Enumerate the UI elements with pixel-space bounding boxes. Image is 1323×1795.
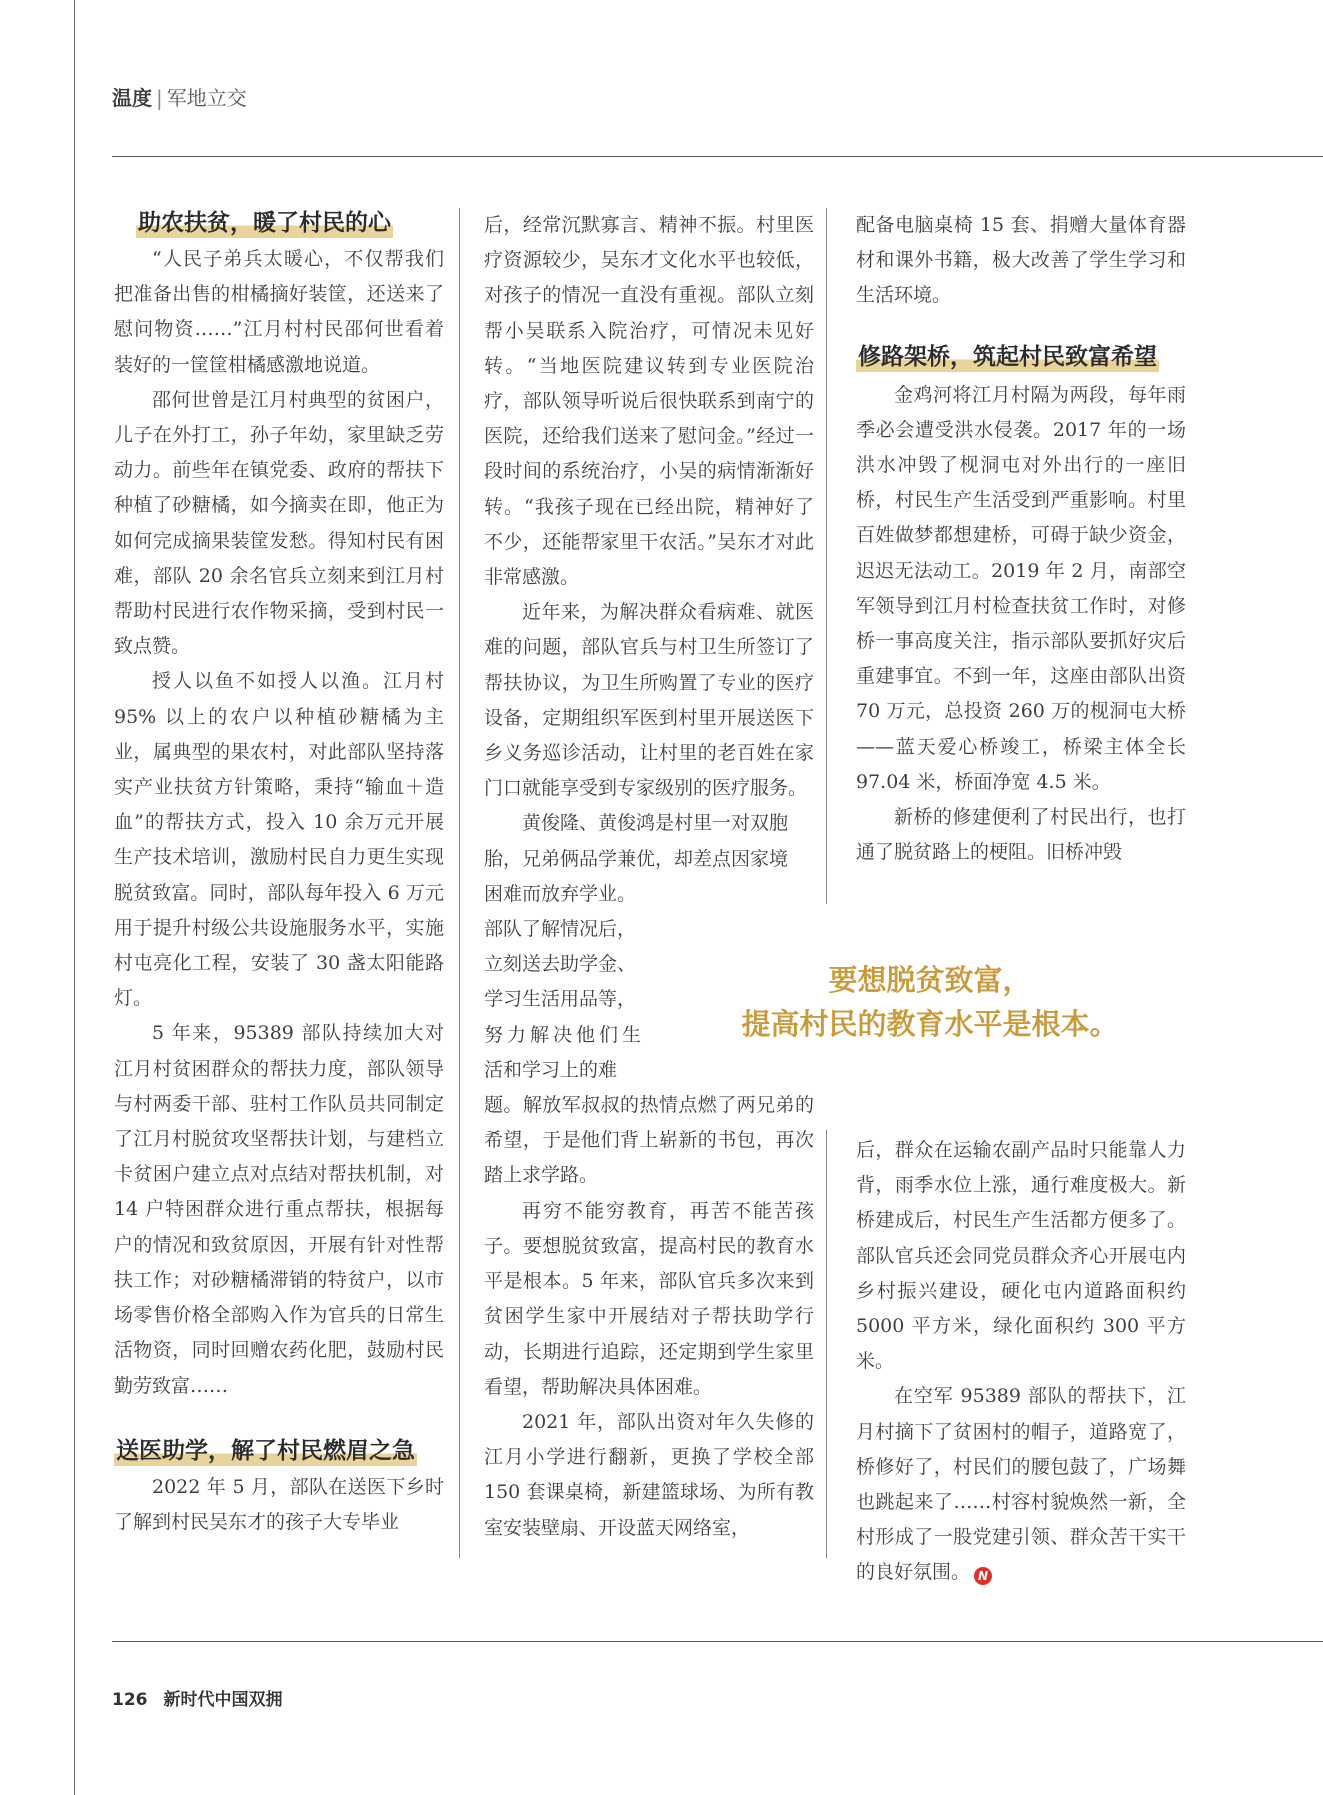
- section-label: 温度: [112, 86, 152, 110]
- paragraph: 配备电脑桌椅 15 套、捐赠大量体育器材和课外书籍，极大改善了学生学习和生活环境。: [856, 214, 1186, 307]
- text-line: 活和学习上的难: [484, 1058, 618, 1081]
- magazine-title: 新时代中国双拥: [163, 1690, 283, 1710]
- header-separator: |: [156, 86, 163, 110]
- text-line: 困难而放弃学业。: [484, 882, 637, 905]
- paragraph: 后，经常沉默寡言、精神不振。村里医疗资源较少，吴东才文化水平也较低，对孩子的情况一直没有重视。部队立刻帮小吴联系入院治疗，可情况未见好转。“当地医院建议转到专业医院治疗，部队领导听说后很快联系到南宁的医院，还给我们送来了慰问金。”经过一段时间的系统治疗，小吴的病情渐渐好转。“我孩子现在已经出院，精神好了不少，还能帮家里干农活。”吴东才对此非常感激。: [484, 214, 814, 589]
- text-line: 立刻送去助学金、: [484, 953, 637, 976]
- closing-paragraph-text: 在空军 95389 部队的帮扶下，江月村摘下了贫困村的帽子，道路宽了，桥修好了，村民们的腰包鼓了，广场舞也跳起来了……村容村貌焕然一新，全村形成了一股党建引领、群众苦干实干的良好氛围。: [856, 1385, 1186, 1584]
- column-label: 军地立交: [166, 86, 247, 110]
- pull-quote-line-2: 提高村民的教育水平是根本。: [741, 1007, 1119, 1041]
- text-line: 努力解决他们生: [484, 1023, 646, 1046]
- pull-quote: [700, 958, 1160, 1046]
- paragraph: “人民子弟兵太暖心，不仅帮我们把准备出售的柑橘摘好装筐，还送来了慰问物资……”江月村村民邵何世看着装好的一筐筐柑橘感激地说道。: [114, 248, 444, 376]
- page-number: 126: [112, 1690, 148, 1710]
- page-header: [112, 86, 247, 110]
- paragraph: 近年来，为解决群众看病难、就医难的问题，部队官兵与村卫生所签订了帮扶协议，为卫生所购置了专业的医疗设备，定期组织军医到村里开展送医下乡义务巡诊活动，让村里的老百姓在家门口就能享受到专家级别的医疗服务。: [484, 601, 814, 800]
- paragraph: 再穷不能穷教育，再苦不能苦孩子。要想脱贫致富，提高村民的教育水平是根本。5 年来，部队官兵多次来到贫困学生家中开展结对子帮扶助学行动，长期进行追踪，还定期到学生家里看望，帮助解决具体困难。: [484, 1199, 814, 1398]
- article-column-2: [484, 208, 814, 1546]
- pull-quote-line-1: 要想脱贫致富，: [828, 963, 1032, 997]
- subheading-medical-education: 送医助学，解了村民燃眉之急: [116, 1437, 415, 1464]
- paragraph: 邵何世曾是江月村典型的贫困户，儿子在外打工，孙子年幼，家里缺乏劳动力。前些年在镇党委、政府的帮扶下种植了砂糖橘，如今摘卖在即，他正为如何完成摘果装筐发愁。得知村民有困难，部队 20 余名官兵立刻来到江月村帮助村民进行农作物采摘，受到村民一致点赞。: [114, 388, 444, 658]
- text-line: 学习生活用品等，: [484, 988, 637, 1011]
- paragraph: 5 年来，95389 部队持续加大对江月村贫困群众的帮扶力度，部队领导与村两委干部、驻村工作队员共同制定了江月村脱贫攻坚帮扶计划，与建档立卡贫困户建立点对点结对帮扶机制，对 14 户特困群众进行重点帮扶，根据每户的情况和致贫原因，开展有针对性帮扶工作；对砂糖橘滞销的特贫户，以市场零售价格全部购入作为官兵的日常生活物资，同时回赠农药化肥，鼓励村民勤劳致富……: [114, 1022, 444, 1397]
- paragraph: 新桥的修建便利了村民出行，也打通了脱贫路上的梗阻。旧桥冲毁: [856, 806, 1186, 864]
- subheading-agriculture: 助农扶贫，暖了村民的心: [138, 210, 391, 236]
- paragraph: [856, 1379, 1186, 1590]
- paragraph: 2022 年 5 月，部队在送医下乡时了解到村民吴东才的孩子大专毕业: [114, 1475, 444, 1533]
- paragraph: 2021 年，部队出资对年久失修的江月小学进行翻新，更换了学校全部 150 套课桌椅，新建篮球场、为所有教室安装壁扇、开设蓝天网络室，: [484, 1410, 814, 1539]
- column-divider-2-upper: [826, 208, 827, 904]
- text-line: 黄俊隆、黄俊鸿是村里一对双胞: [522, 812, 789, 835]
- header-rule: [112, 156, 1323, 157]
- paragraph: 题。解放军叔叔的热情点燃了两兄弟的希望，于是他们背上崭新的书包，再次踏上求学路。: [484, 1094, 814, 1187]
- footer-rule: [112, 1641, 1323, 1642]
- end-mark-icon: N: [974, 1567, 992, 1585]
- paragraph: 金鸡河将江月村隔为两段，每年雨季必会遭受洪水侵袭。2017 年的一场洪水冲毁了枧洞屯对外出行的一座旧桥，村民生产生活受到严重影响。村里百姓做梦都想建桥，可碍于缺少资金，迟迟无法动工。2019 年 2 月，南部空军领导到江月村检查扶贫工作时，对修桥一事高度关注，指示部队要抓好灾后重建事宜。不到一年，这座由部队出资 70 万元，总投资 260 万的枧洞屯大桥——蓝天爱心桥竣工，桥梁主体全长 97.04 米，桥面净宽 4.5 米。: [856, 383, 1186, 793]
- article-column-3-upper: [856, 208, 1186, 870]
- article-column-1: [114, 208, 444, 1540]
- text-line: 部队了解情况后，: [484, 918, 637, 941]
- paragraph: 后，群众在运输农副产品时只能靠人力背，雨季水位上涨，通行难度极大。新桥建成后，村民生产生活都方便多了。部队官兵还会同党员群众齐心开展屯内乡村振兴建设，硬化屯内道路面积约 5000 平方米，绿化面积约 300 平方米。: [856, 1139, 1186, 1373]
- page-spine-line: [74, 0, 75, 1795]
- subheading-roads-bridges: 修路架桥，筑起村民致富希望: [858, 343, 1157, 370]
- article-column-3-lower: [856, 1133, 1186, 1591]
- column-divider-2-lower: [826, 1130, 827, 1558]
- paragraph: 授人以鱼不如授人以渔。江月村 95% 以上的农户以种植砂糖橘为主业，属典型的果农村，对此部队坚持落实产业扶贫方针策略，秉持“输血＋造血”的帮扶方式，投入 10 余万元开展生产技术培训，激励村民自力更生实现脱贫致富。同时，部队每年投入 6 万元用于提升村级公共设施服务水平，实施村屯亮化工程，安装了 30 盏太阳能路灯。: [114, 670, 444, 1010]
- page-footer: [112, 1685, 283, 1710]
- text-line: 胎，兄弟俩品学兼优，却差点因家境: [484, 847, 789, 870]
- column-divider-1: [459, 208, 460, 1558]
